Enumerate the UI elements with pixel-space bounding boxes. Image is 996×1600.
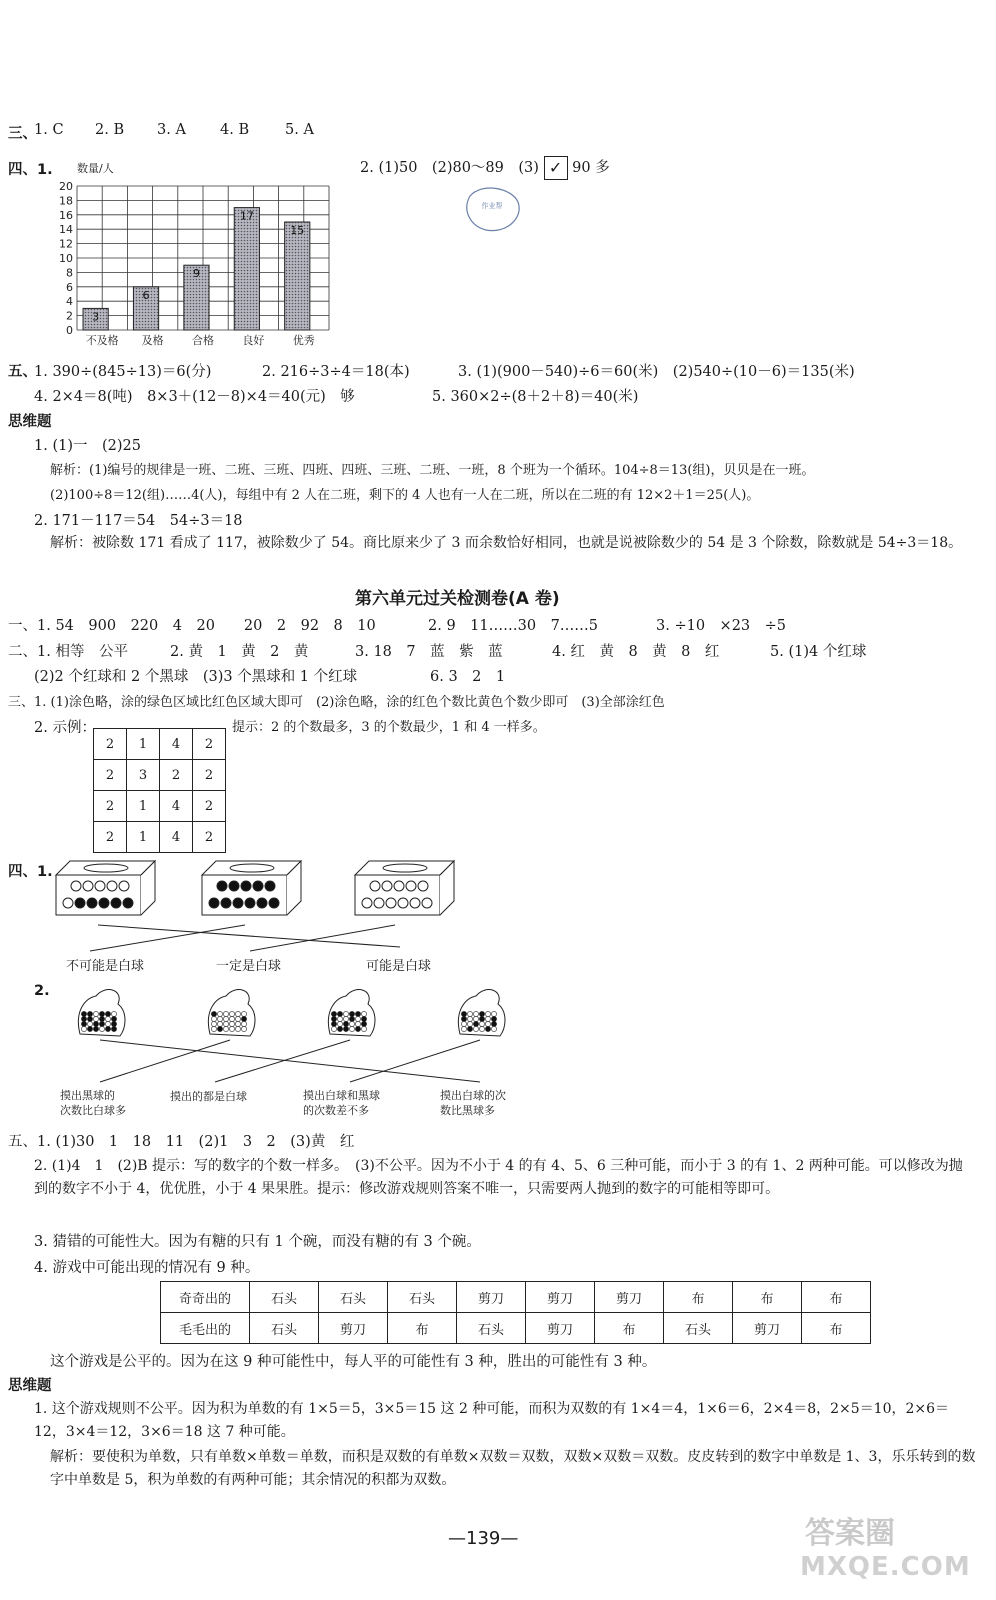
white-ball-icon: [93, 1011, 98, 1016]
y-tick-label: 4: [66, 295, 73, 309]
white-ball-icon: [361, 1026, 366, 1031]
white-ball-icon: [485, 1011, 490, 1016]
answer-5-3: 3. (1)(900－540)÷6＝60(米) (2)540÷(10－6)＝135(米): [458, 364, 855, 380]
answer-5-4: 4. 2×4＝8(吨) 8×3＋(12－8)×4＝40(元) 够: [34, 389, 355, 405]
black-ball-icon: [93, 1026, 98, 1031]
white-ball-icon: [99, 1026, 104, 1031]
black-ball-icon: [87, 1011, 92, 1016]
black-ball-icon: [87, 1016, 92, 1021]
black-ball-icon: [355, 1011, 360, 1016]
x-category-label: 良好: [242, 334, 265, 347]
y-tick-label: 18: [59, 194, 73, 208]
white-ball-icon: [473, 1016, 478, 1021]
grid-row: [94, 791, 226, 822]
black-ball-icon: [99, 1011, 104, 1016]
bar-value-label: 3: [92, 310, 100, 324]
black-ball-icon: [479, 1011, 484, 1016]
white-ball-icon: [337, 1016, 342, 1021]
black-ball-icon: [349, 1011, 354, 1016]
section-5-head: 五、: [8, 364, 37, 380]
bar-value-label: 15: [290, 224, 305, 237]
match-line: [350, 1040, 480, 1082]
answer-3-3: 3. A: [157, 122, 186, 138]
black-ball-icon: [337, 1026, 342, 1031]
black-ball-icon: [229, 881, 239, 891]
unit-s5-conclusion: 这个游戏是公平的。因为在这 9 种可能性中，每人平的可能性有 3 种，胜出的可能性有 3 种。: [50, 1354, 657, 1370]
ball-bags-figure: [60, 980, 540, 1088]
grid-cell: 2: [94, 791, 127, 822]
black-ball-icon: [343, 1021, 348, 1026]
white-ball-icon: [211, 1021, 216, 1026]
white-ball-icon: [467, 1016, 472, 1021]
unit-s2-b: 2. 黄 1 黄 2 黄: [170, 644, 309, 660]
white-ball-icon: [105, 1016, 110, 1021]
white-ball-icon: [217, 1021, 222, 1026]
black-ball-icon: [211, 1011, 216, 1016]
white-ball-icon: [223, 1026, 228, 1031]
table-cell: 剪刀: [319, 1313, 388, 1344]
table-row: [161, 1313, 871, 1344]
match-line: [100, 1040, 230, 1082]
answer-3-2: 2. B: [95, 122, 125, 138]
black-ball-icon: [269, 898, 279, 908]
black-ball-icon: [99, 1021, 104, 1026]
table-cell: 剪刀: [457, 1282, 526, 1313]
black-ball-icon: [99, 1016, 104, 1021]
white-ball-icon: [343, 1011, 348, 1016]
white-ball-icon: [418, 881, 428, 891]
table-cell: 剪刀: [595, 1282, 664, 1313]
unit-s2-c: 3. 18 7 蓝 紫 蓝: [355, 644, 503, 660]
page-number: —139—: [448, 1528, 519, 1549]
unit-s5-4: 4. 游戏中可能出现的情况有 9 种。: [34, 1260, 260, 1276]
black-ball-icon: [81, 1016, 86, 1021]
white-ball-icon: [410, 898, 420, 908]
black-ball-icon: [87, 1026, 92, 1031]
white-ball-icon: [343, 1016, 348, 1021]
answer-5-2: 2. 216÷3÷4＝18(本): [262, 364, 410, 380]
table-cell: 石头: [319, 1282, 388, 1313]
white-ball-icon: [83, 881, 93, 891]
watermark-url: MXQE.COM: [800, 1552, 971, 1582]
white-ball-icon: [394, 881, 404, 891]
unit-s2-f: (2)2 个红球和 2 个黑球 (3)3 个黑球和 1 个红球: [34, 669, 358, 685]
y-tick-label: 16: [59, 208, 73, 222]
chart-ylabel: 数量/人: [77, 162, 114, 175]
answer-4-2-text: 2. (1)50 (2)80～89 (3): [360, 160, 539, 176]
answer-3-5: 5. A: [285, 122, 314, 138]
black-ball-icon: [111, 1021, 116, 1026]
box-icon: [202, 861, 301, 915]
bag-icon: [208, 990, 255, 1036]
x-category-label: 优秀: [292, 334, 315, 347]
number-grid: [93, 728, 226, 853]
bag-label-1-line-2: 次数比白球多: [60, 1104, 126, 1117]
black-ball-icon: [123, 898, 133, 908]
black-ball-icon: [331, 1011, 336, 1016]
unit-s2-g: 6. 3 2 1: [430, 669, 506, 685]
black-ball-icon: [99, 898, 109, 908]
white-ball-icon: [362, 898, 372, 908]
unit-s2-a: 二、1. 相等 公平: [8, 644, 128, 660]
grid-cell: 2: [193, 791, 226, 822]
unit-title: 第六单元过关检测卷(A 卷): [355, 589, 560, 609]
thinking-q1-analysis-b: (2)100÷8＝12(组)……4(人)，每组中有 2 人在二班，剩下的 4 人也有一人在二班，所以在二班的有 12×2＋1＝25(人)。: [50, 488, 760, 503]
bar-value-label: 9: [192, 267, 200, 281]
black-ball-icon: [111, 1026, 116, 1031]
white-ball-icon: [485, 1016, 490, 1021]
black-ball-icon: [111, 1016, 116, 1021]
black-ball-icon: [485, 1026, 490, 1031]
white-ball-icon: [235, 1021, 240, 1026]
table-cell: 石头: [664, 1313, 733, 1344]
grid-cell: 1: [127, 791, 160, 822]
bar-value-label: 6: [142, 288, 150, 302]
y-tick-label: 10: [59, 252, 73, 265]
y-tick-label: 2: [66, 309, 73, 323]
grid-row: [94, 760, 226, 791]
white-ball-icon: [235, 1016, 240, 1021]
box-icon: [355, 861, 454, 915]
x-category-label: 及格: [141, 334, 164, 347]
white-ball-icon: [485, 1021, 490, 1026]
black-ball-icon: [209, 898, 219, 908]
black-ball-icon: [355, 1026, 360, 1031]
bar: [285, 222, 310, 330]
bag-label-4: [440, 1088, 506, 1118]
checkbox-checked: ✓: [544, 156, 568, 180]
watermark-logo: 答案圈: [805, 1516, 895, 1551]
grid-cell: 2: [160, 760, 193, 791]
white-ball-icon: [235, 1011, 240, 1016]
thinking-q2-analysis: 解析：被除数 171 看成了 117，被除数少了 54。商比原来少了 3 而余数恰好相同，也就是说被除数少的 54 是 3 个除数，除数就是 54÷3＝18。: [50, 535, 963, 551]
grid-row: [94, 729, 226, 760]
white-ball-icon: [473, 1011, 478, 1016]
grid-cell: 1: [127, 729, 160, 760]
box-label-3: 可能是白球: [366, 959, 432, 974]
bag-icon: [328, 990, 375, 1036]
grid-cell: 4: [160, 822, 193, 853]
answer-5-5: 5. 360×2÷(8＋2＋8)＝40(米): [432, 389, 639, 405]
grid-cell: 4: [160, 729, 193, 760]
table-cell: 石头: [457, 1313, 526, 1344]
black-ball-icon: [221, 898, 231, 908]
white-ball-icon: [95, 881, 105, 891]
white-ball-icon: [223, 1016, 228, 1021]
white-ball-icon: [71, 881, 81, 891]
black-ball-icon: [461, 1016, 466, 1021]
bar-chart: [45, 158, 345, 353]
white-ball-icon: [491, 1011, 496, 1016]
black-ball-icon: [253, 881, 263, 891]
grid-cell: 2: [94, 822, 127, 853]
black-ball-icon: [217, 881, 227, 891]
white-ball-icon: [382, 881, 392, 891]
black-ball-icon: [331, 1016, 336, 1021]
box-icon: [56, 861, 155, 915]
black-ball-icon: [491, 1021, 496, 1026]
bag-label-2: 摸出的都是白球: [170, 1090, 247, 1103]
thinking-q1: 1. (1)一 (2)25: [34, 438, 141, 454]
unit-s4-head: 四、1.: [8, 864, 53, 880]
stamp-text: 作业帮: [481, 202, 503, 210]
x-category-label: 不及格: [85, 334, 119, 347]
white-ball-icon: [355, 1021, 360, 1026]
black-ball-icon: [81, 1011, 86, 1016]
grid-row: [94, 822, 226, 853]
black-ball-icon: [257, 898, 267, 908]
table-cell: 石头: [388, 1282, 457, 1313]
table-cell: 奇奇出的: [161, 1282, 250, 1313]
white-ball-icon: [331, 1026, 336, 1031]
white-ball-icon: [467, 1011, 472, 1016]
white-ball-icon: [211, 1026, 216, 1031]
white-ball-icon: [229, 1021, 234, 1026]
grid-cell: 2: [193, 729, 226, 760]
white-ball-icon: [422, 898, 432, 908]
unit-s5-2: 2. (1)4 1 (2)B 提示：写的数字的个数一样多。 (3)不公平。因为不小于 4 的有 4、5、6 三种可能，而小于 3 的有 1、2 两种可能。可以修改为抛到的数字不小于 4，优优胜，小于 4 果果胜。提示：修改游戏规则答案不唯一，只需要两人抛到的数字的可能相等即可。: [34, 1158, 963, 1197]
white-ball-icon: [81, 1026, 86, 1031]
white-ball-icon: [337, 1021, 342, 1026]
bag-icon: [458, 990, 505, 1036]
white-ball-icon: [355, 1016, 360, 1021]
white-ball-icon: [223, 1011, 228, 1016]
black-ball-icon: [111, 898, 121, 908]
white-ball-icon: [374, 898, 384, 908]
match-line: [215, 1040, 350, 1082]
grid-cell: 3: [127, 760, 160, 791]
y-tick-label: 14: [59, 223, 73, 237]
white-ball-icon: [349, 1021, 354, 1026]
table-cell: 布: [733, 1282, 802, 1313]
black-ball-icon: [361, 1016, 366, 1021]
black-ball-icon: [265, 881, 275, 891]
table-cell: 剪刀: [526, 1313, 595, 1344]
white-ball-icon: [105, 1021, 110, 1026]
table-cell: 布: [802, 1282, 871, 1313]
black-ball-icon: [105, 1026, 110, 1031]
white-ball-icon: [229, 1026, 234, 1031]
thinking2-analysis: 解析：要使积为单数，只有单数×单数＝单数，而积是双数的有单数×双数＝双数，双数×双数＝双数。皮皮转到的数字中单数是 1、3，乐乐转到的数字中单数是 5，积为单数的有两种可能；其余情况的积都为双数。: [50, 1449, 976, 1488]
white-ball-icon: [223, 1021, 228, 1026]
table-cell: 布: [664, 1282, 733, 1313]
black-ball-icon: [245, 898, 255, 908]
y-tick-label: 8: [66, 266, 73, 280]
unit-s2-d: 4. 红 黄 8 黄 8 红: [552, 644, 720, 660]
white-ball-icon: [229, 1016, 234, 1021]
black-ball-icon: [87, 898, 97, 908]
thinking-q1-analysis-a: 解析：(1)编号的规律是一班、二班、三班、四班、四班、三班、二班、一班，8 个班为一个循环。104÷8＝13(组)，贝贝是在一班。: [50, 463, 815, 478]
white-ball-icon: [241, 1021, 246, 1026]
table-row: [161, 1282, 871, 1313]
grid-cell: 2: [94, 729, 127, 760]
box-label-2: 一定是白球: [216, 959, 282, 974]
white-ball-icon: [370, 881, 380, 891]
bag-label-4-line-2: 数比黑球多: [440, 1104, 495, 1117]
white-ball-icon: [461, 1026, 466, 1031]
thinking-head-2: 思维题: [8, 1378, 52, 1394]
table-cell: 剪刀: [733, 1313, 802, 1344]
unit-s3-a: 三、1. (1)涂色略，涂的绿色区域比红色区域大即可 (2)涂色略，涂的红色个数比黄色个数少即可 (3)全部涂红色: [8, 695, 665, 710]
white-ball-icon: [107, 881, 117, 891]
table-cell: 布: [388, 1313, 457, 1344]
black-ball-icon: [241, 881, 251, 891]
bag-label-3: [303, 1088, 380, 1118]
bag-label-4-line-1: 摸出白球的次: [440, 1089, 506, 1102]
black-ball-icon: [217, 1026, 222, 1031]
white-ball-icon: [473, 1026, 478, 1031]
black-ball-icon: [337, 1011, 342, 1016]
black-ball-icon: [479, 1016, 484, 1021]
black-ball-icon: [361, 1021, 366, 1026]
y-tick-label: 12: [59, 237, 73, 251]
black-ball-icon: [467, 1026, 472, 1031]
y-tick-label: 6: [66, 280, 73, 294]
box-label-1: 不可能是白球: [66, 959, 145, 974]
white-ball-icon: [235, 1026, 240, 1031]
bag-label-1: [60, 1088, 126, 1118]
answer-3-1: 1. C: [34, 122, 64, 138]
unit-s4-q2: 2.: [34, 983, 50, 999]
black-ball-icon: [81, 1021, 86, 1026]
black-ball-icon: [93, 1021, 98, 1026]
table-cell: 布: [595, 1313, 664, 1344]
black-ball-icon: [349, 1016, 354, 1021]
white-ball-icon: [93, 1016, 98, 1021]
white-ball-icon: [491, 1026, 496, 1031]
y-tick-label: 0: [66, 324, 73, 337]
bag-label-3-line-2: 的次数差不多: [303, 1104, 369, 1117]
white-ball-icon: [229, 1011, 234, 1016]
unit-s2-e: 5. (1)4 个红球: [770, 644, 867, 660]
bar: [234, 208, 259, 330]
black-ball-icon: [105, 1011, 110, 1016]
grid-cell: 2: [193, 760, 226, 791]
white-ball-icon: [87, 1021, 92, 1026]
table-cell: 石头: [250, 1313, 319, 1344]
grid-cell: 2: [193, 822, 226, 853]
answer-5-1: 1. 390÷(845÷13)＝6(分): [34, 364, 212, 380]
white-ball-icon: [461, 1021, 466, 1026]
white-ball-icon: [241, 1011, 246, 1016]
game-table: [160, 1281, 871, 1344]
thinking2-q1: 1. 这个游戏规则不公平。因为积为单数的有 1×5＝5，3×5＝15 这 2 种可能，而积为双数的有 1×4＝4，1×6＝6，2×4＝8，2×5＝10，2×6＝12，3×4＝12，3×6＝18 这 7 种可能。: [34, 1401, 950, 1440]
white-ball-icon: [63, 898, 73, 908]
white-ball-icon: [217, 1011, 222, 1016]
black-ball-icon: [461, 1011, 466, 1016]
unit-s5-3: 3. 猜错的可能性大。因为有糖的只有 1 个碗，而没有糖的有 3 个碗。: [34, 1234, 481, 1250]
match-line: [90, 925, 245, 951]
section-4-head: 四、1.: [8, 162, 53, 178]
black-ball-icon: [343, 1026, 348, 1031]
unit-s3-hint: 提示：2 的个数最多，3 的个数最少，1 和 4 一样多。: [232, 720, 546, 735]
match-line: [100, 1040, 480, 1082]
white-ball-icon: [349, 1026, 354, 1031]
bag-label-1-line-1: 摸出黑球的: [60, 1089, 115, 1102]
grid-cell: 2: [94, 760, 127, 791]
black-ball-icon: [473, 1021, 478, 1026]
table-cell: 石头: [250, 1282, 319, 1313]
white-ball-icon: [479, 1026, 484, 1031]
black-ball-icon: [491, 1016, 496, 1021]
white-ball-icon: [386, 898, 396, 908]
answer-4-2-tail: 90 多: [572, 160, 610, 176]
white-ball-icon: [111, 1011, 116, 1016]
unit-s1-c: 3. ÷10 ×23 ÷5: [656, 618, 787, 634]
black-ball-icon: [241, 1016, 246, 1021]
white-ball-icon: [398, 898, 408, 908]
unit-s1-b: 2. 9 11……30 7……5: [428, 618, 599, 634]
unit-s3-b: 2. 示例：: [34, 720, 96, 736]
bag-label-3-line-1: 摸出白球和黑球: [303, 1089, 380, 1102]
white-ball-icon: [211, 1016, 216, 1021]
match-line: [98, 925, 400, 947]
black-ball-icon: [75, 898, 85, 908]
table-cell: 布: [802, 1313, 871, 1344]
answer-3-4: 4. B: [220, 122, 250, 138]
white-ball-icon: [217, 1016, 222, 1021]
bag-icon: [78, 990, 125, 1036]
section-3-head: 三、: [8, 126, 37, 142]
bar-value-label: 17: [239, 209, 254, 223]
grid-cell: 1: [127, 822, 160, 853]
grid-cell: 4: [160, 791, 193, 822]
table-cell: 剪刀: [526, 1282, 595, 1313]
table-cell: 毛毛出的: [161, 1313, 250, 1344]
white-ball-icon: [467, 1021, 472, 1026]
white-ball-icon: [406, 881, 416, 891]
thinking-head-1: 思维题: [8, 414, 52, 430]
answer-4-2: [360, 156, 610, 180]
white-ball-icon: [479, 1021, 484, 1026]
white-ball-icon: [241, 1026, 246, 1031]
white-ball-icon: [361, 1011, 366, 1016]
black-ball-icon: [331, 1021, 336, 1026]
unit-s5-1: 五、1. (1)30 1 18 11 (2)1 3 2 (3)黄 红: [8, 1134, 355, 1150]
white-ball-icon: [119, 881, 129, 891]
thinking-q2: 2. 171－117＝54 54÷3＝18: [34, 513, 243, 529]
y-tick-label: 20: [59, 180, 73, 193]
stamp-icon: [462, 184, 524, 236]
unit-s1-a: 一、1. 54 900 220 4 20 20 2 92 8 10: [8, 618, 376, 634]
black-ball-icon: [233, 898, 243, 908]
x-category-label: 合格: [192, 334, 214, 347]
